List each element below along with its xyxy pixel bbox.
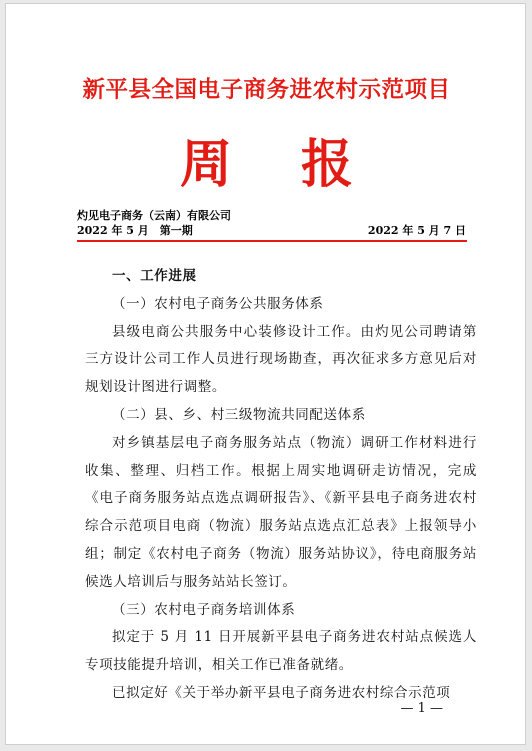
page-number: — 1 — bbox=[400, 701, 443, 716]
paragraph: 拟定于 5 月 11 日开展新平县电子商务进农村站点候选人专项技能提升培训，相关工作已准备就绪。 bbox=[85, 629, 477, 674]
issue-number: 2022 年 5 月 第一期 bbox=[77, 224, 193, 237]
report-title: 新平县全国电子商务进农村示范项目 bbox=[82, 77, 451, 103]
company-name: 灼见电子商务（云南）有限公司 bbox=[77, 209, 231, 222]
issue-date: 2022 年 5 月 7 日 bbox=[367, 224, 466, 237]
title-char-zhou: 周 bbox=[180, 135, 233, 195]
paragraph: 已拟定好《关于举办新平县电子商务进农村综合示范项 bbox=[112, 684, 451, 701]
paragraph: 县级电商公共服务中心装修设计工作。由灼见公司聘请第三方设计公司工作人员进行现场勘查，再次征求多方意见后对规划设计图进行调整。 bbox=[85, 323, 477, 396]
paragraph: 对乡镇基层电子商务服务站点（物流）调研工作材料进行收集、整理、归档工作。根据上周实地调研走访情况，完成《电子商务服务站点选点调研报告》、《新平县电子商务进农村综合示范项目电商（物流）服务站点选点汇总表》上报领导小组；制定《农村电子商务（物流）服务站协议》，待电商服务站候选人培训后与服务站站长签订。 bbox=[85, 434, 477, 590]
report-body bbox=[85, 263, 477, 708]
red-divider bbox=[77, 240, 467, 242]
document-page bbox=[5, 3, 526, 745]
title-char-bao: 报 bbox=[301, 135, 354, 195]
subsection-heading: （二）县、乡、村三级物流共同配送体系 bbox=[112, 406, 366, 423]
subsection-heading: （一）农村电子商务公共服务体系 bbox=[112, 295, 324, 312]
subsection-heading: （三）农村电子商务培训体系 bbox=[112, 601, 296, 618]
section-heading: 一、工作进展 bbox=[112, 268, 197, 284]
